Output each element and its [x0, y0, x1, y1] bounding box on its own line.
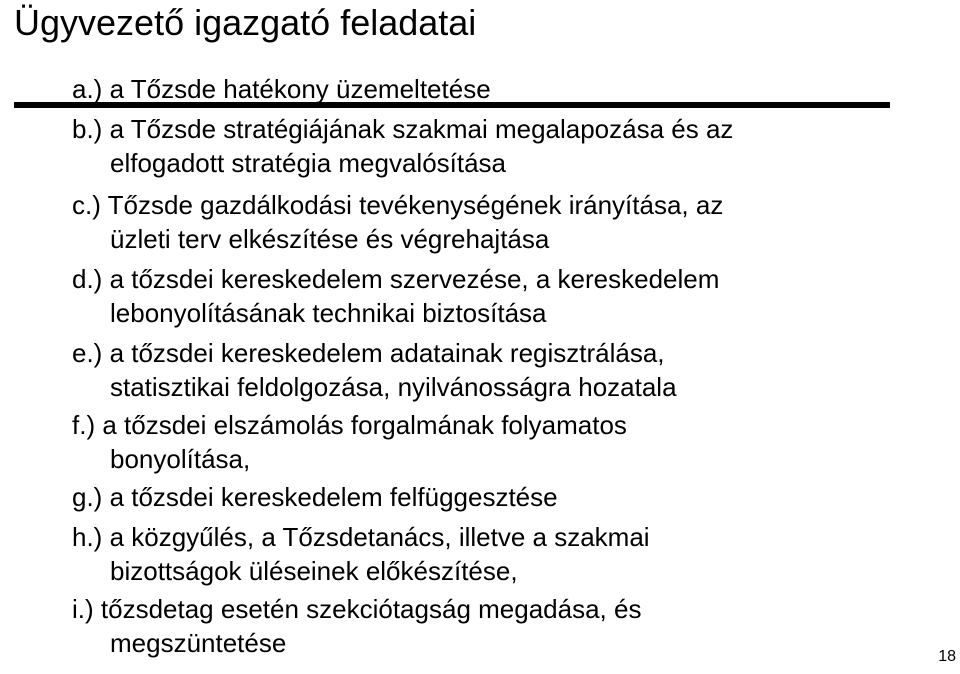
- list-item-line: g.) a tőzsdei kereskedelem felfüggesztése: [72, 482, 558, 512]
- list-item-line: a.) a Tőzsde hatékony üzemeltetése: [72, 74, 491, 104]
- list-item-line: h.) a közgyűlés, a Tőzsdetanács, illetve a szakmai: [72, 522, 650, 552]
- list-item-line: elfogadott stratégia megvalósítása: [110, 148, 507, 178]
- list-item-line: i.) tőzsdetag esetén szekciótagság megadása, és: [72, 594, 642, 624]
- list-item-line: bizottságok üléseinek előkészítése,: [110, 556, 518, 586]
- list-item-line: d.) a tőzsdei kereskedelem szervezése, a kereskedelem: [72, 264, 720, 294]
- list-item: [72, 480, 558, 514]
- list-item-line: lebonyolításának technikai biztosítása: [110, 298, 547, 328]
- list-item: [72, 262, 719, 330]
- list-item-line: üzleti terv elkészítése és végrehajtása: [110, 224, 550, 254]
- list-item: [72, 188, 723, 256]
- list-item-line: bonyolítása,: [110, 444, 251, 474]
- list-item: [72, 72, 491, 106]
- list-item: [72, 592, 641, 660]
- list-item: [72, 520, 650, 588]
- list-item: [72, 408, 627, 476]
- list-item-line: b.) a Tőzsde stratégiájának szakmai megalapozása és az: [72, 114, 734, 144]
- list-item-line: megszüntetése: [110, 628, 287, 658]
- page-number: 18: [938, 648, 956, 665]
- list-item: [72, 336, 677, 404]
- list-item-line: e.) a tőzsdei kereskedelem adatainak regisztrálása,: [72, 338, 665, 368]
- list-item-line: statisztikai feldolgozása, nyilvánosságra hozatala: [110, 372, 677, 402]
- list-item-line: f.) a tőzsdei elszámolás forgalmának folyamatos: [72, 410, 627, 440]
- slide-title: Ügyvezető igazgató feladatai: [14, 2, 477, 43]
- list-item: [72, 112, 733, 180]
- list-item-line: c.) Tőzsde gazdálkodási tevékenységének irányítása, az: [72, 190, 724, 220]
